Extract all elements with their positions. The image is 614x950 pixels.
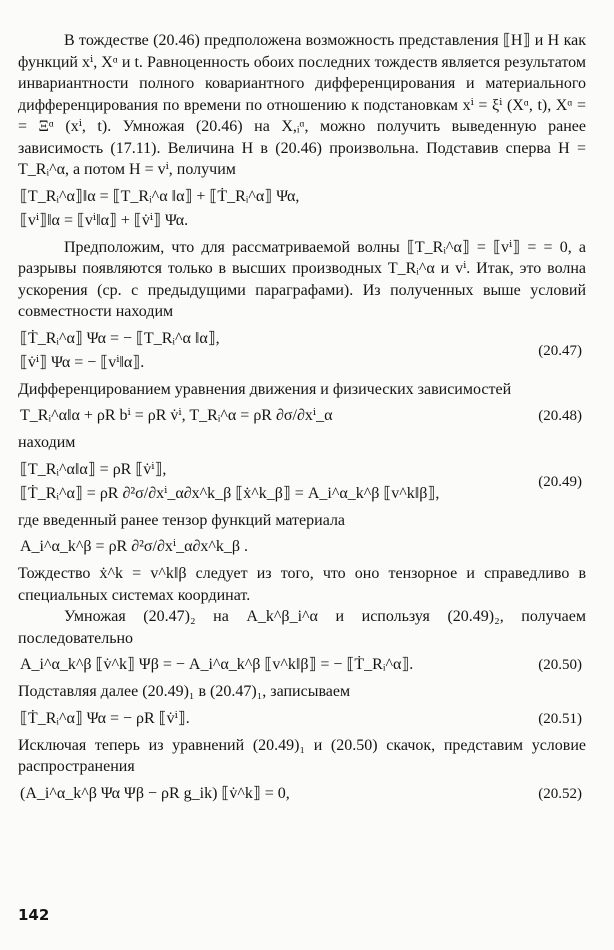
paragraph-9: Исключая теперь из уравнений (20.49)₁ и (20.50) скачок, представим условие распространения (18, 736, 586, 775)
equation-number: (20.48) (538, 408, 582, 424)
paragraph-2: Предположим, что для рассматриваемой волны ⟦T_Rᵢ^α⟧ = ⟦vⁱ⟧ = = 0, а разрывы появляются только в высших производных T_Rᵢ^α и vⁱ. Итак, это волна ускорения (ср. с предыдущими параграфами). Из полученных выше условий совместности находим (18, 238, 586, 320)
formula-line: ⟦Ṫ_Rᵢ^α⟧ Ψα = − ρR ⟦v̇ⁱ⟧. (20, 709, 190, 727)
paragraph-5: где введенный ранее тензор функций материала (18, 511, 346, 529)
formula-line: ⟦vⁱ⟧‖α = ⟦vⁱ‖α⟧ + ⟦v̇ⁱ⟧ Ψα. (20, 211, 189, 229)
paragraph-6: Тождество ẋ^k = v^k‖β следует из того, что оно тензорное и справедливо в специальных системах координат. (18, 565, 586, 604)
paragraph-4: находим (18, 434, 76, 451)
formula-line: (A_i^α_k^β Ψα Ψβ − ρR g_ik) ⟦v̇^k⟧ = 0, (20, 784, 290, 802)
formula-line: ⟦Ṫ_Rᵢ^α⟧ Ψα = − ⟦T_Rᵢ^α ‖α⟧, (20, 329, 220, 347)
formula-line: ⟦v̇ⁱ⟧ Ψα = − ⟦vⁱ‖α⟧. (20, 353, 145, 371)
formula-line: A_i^α_k^β = ρR ∂²σ/∂xⁱ_α∂x^k_β . (20, 538, 249, 555)
paragraph-1: В тождестве (20.46) предположена возможность представления ⟦H⟧ и H как функций xⁱ, Xᵅ и t. Равноценность обоих последних тождеств является результатом инвариантности полного ковариантного дифференцирования и материального дифференцирования по времени по отношению к подстановкам xⁱ = ξⁱ (Xᵅ, t), Xᵅ = = Ξᵅ (xⁱ, t). Умножая (20.46) на X,ᵢᵅ, можно получить выведенную ранее зависимость (17.11). Величина H в (20.46) произвольна. Подставив сперва H = T_Rᵢ^α, а потом H = vⁱ, получим (18, 32, 586, 178)
paragraph-7: Умножая (20.47)₂ на A_k^β_i^α и используя (20.49)₂, получаем последовательно (18, 608, 586, 647)
equation-20-48 (18, 404, 586, 428)
formula-line: ⟦T_Rᵢ^α‖α⟧ = ρR ⟦v̇ⁱ⟧, (20, 460, 167, 478)
paragraph-8: Подставляя далее (20.49)₁ в (20.47)₁, записываем (18, 683, 351, 700)
equation-number: (20.50) (538, 657, 582, 673)
equation-20-50 (18, 653, 586, 677)
formula-line: T_Rᵢ^α‖α + ρR bⁱ = ρR v̇ⁱ, T_Rᵢ^α = ρR ∂σ/∂xⁱ_α (20, 407, 333, 424)
equation-20-49 (18, 458, 586, 506)
equation-number: (20.51) (538, 710, 582, 727)
formula-material-tensor (18, 535, 586, 559)
formula-line: ⟦T_Rᵢ^α⟧‖α = ⟦T_Rᵢ^α ‖α⟧ + ⟦Ṫ_Rᵢ^α⟧ Ψα, (20, 187, 300, 205)
equation-number: (20.49) (538, 473, 582, 490)
formula-line: ⟦Ṫ_Rᵢ^α⟧ = ρR ∂²σ/∂xⁱ_α∂x^k_β ⟦ẋ^k_β⟧ = A_i^α_k^β ⟦v^k‖β⟧, (20, 484, 440, 502)
equation-20-51 (18, 707, 586, 731)
equation-20-52 (18, 782, 586, 806)
paragraph-3: Дифференцированием уравнения движения и физических зависимостей (18, 380, 512, 398)
formula-jump-derivatives (18, 185, 586, 233)
formula-line: A_i^α_k^β ⟦v̇^k⟧ Ψβ = − A_i^α_k^β ⟦v^k‖β⟧ = − ⟦Ṫ_Rᵢ^α⟧. (20, 656, 414, 673)
equation-20-47 (18, 327, 586, 375)
page-number: 142 (18, 906, 50, 924)
page-content (18, 30, 586, 810)
equation-number: (20.47) (538, 342, 582, 359)
equation-number: (20.52) (538, 785, 582, 802)
